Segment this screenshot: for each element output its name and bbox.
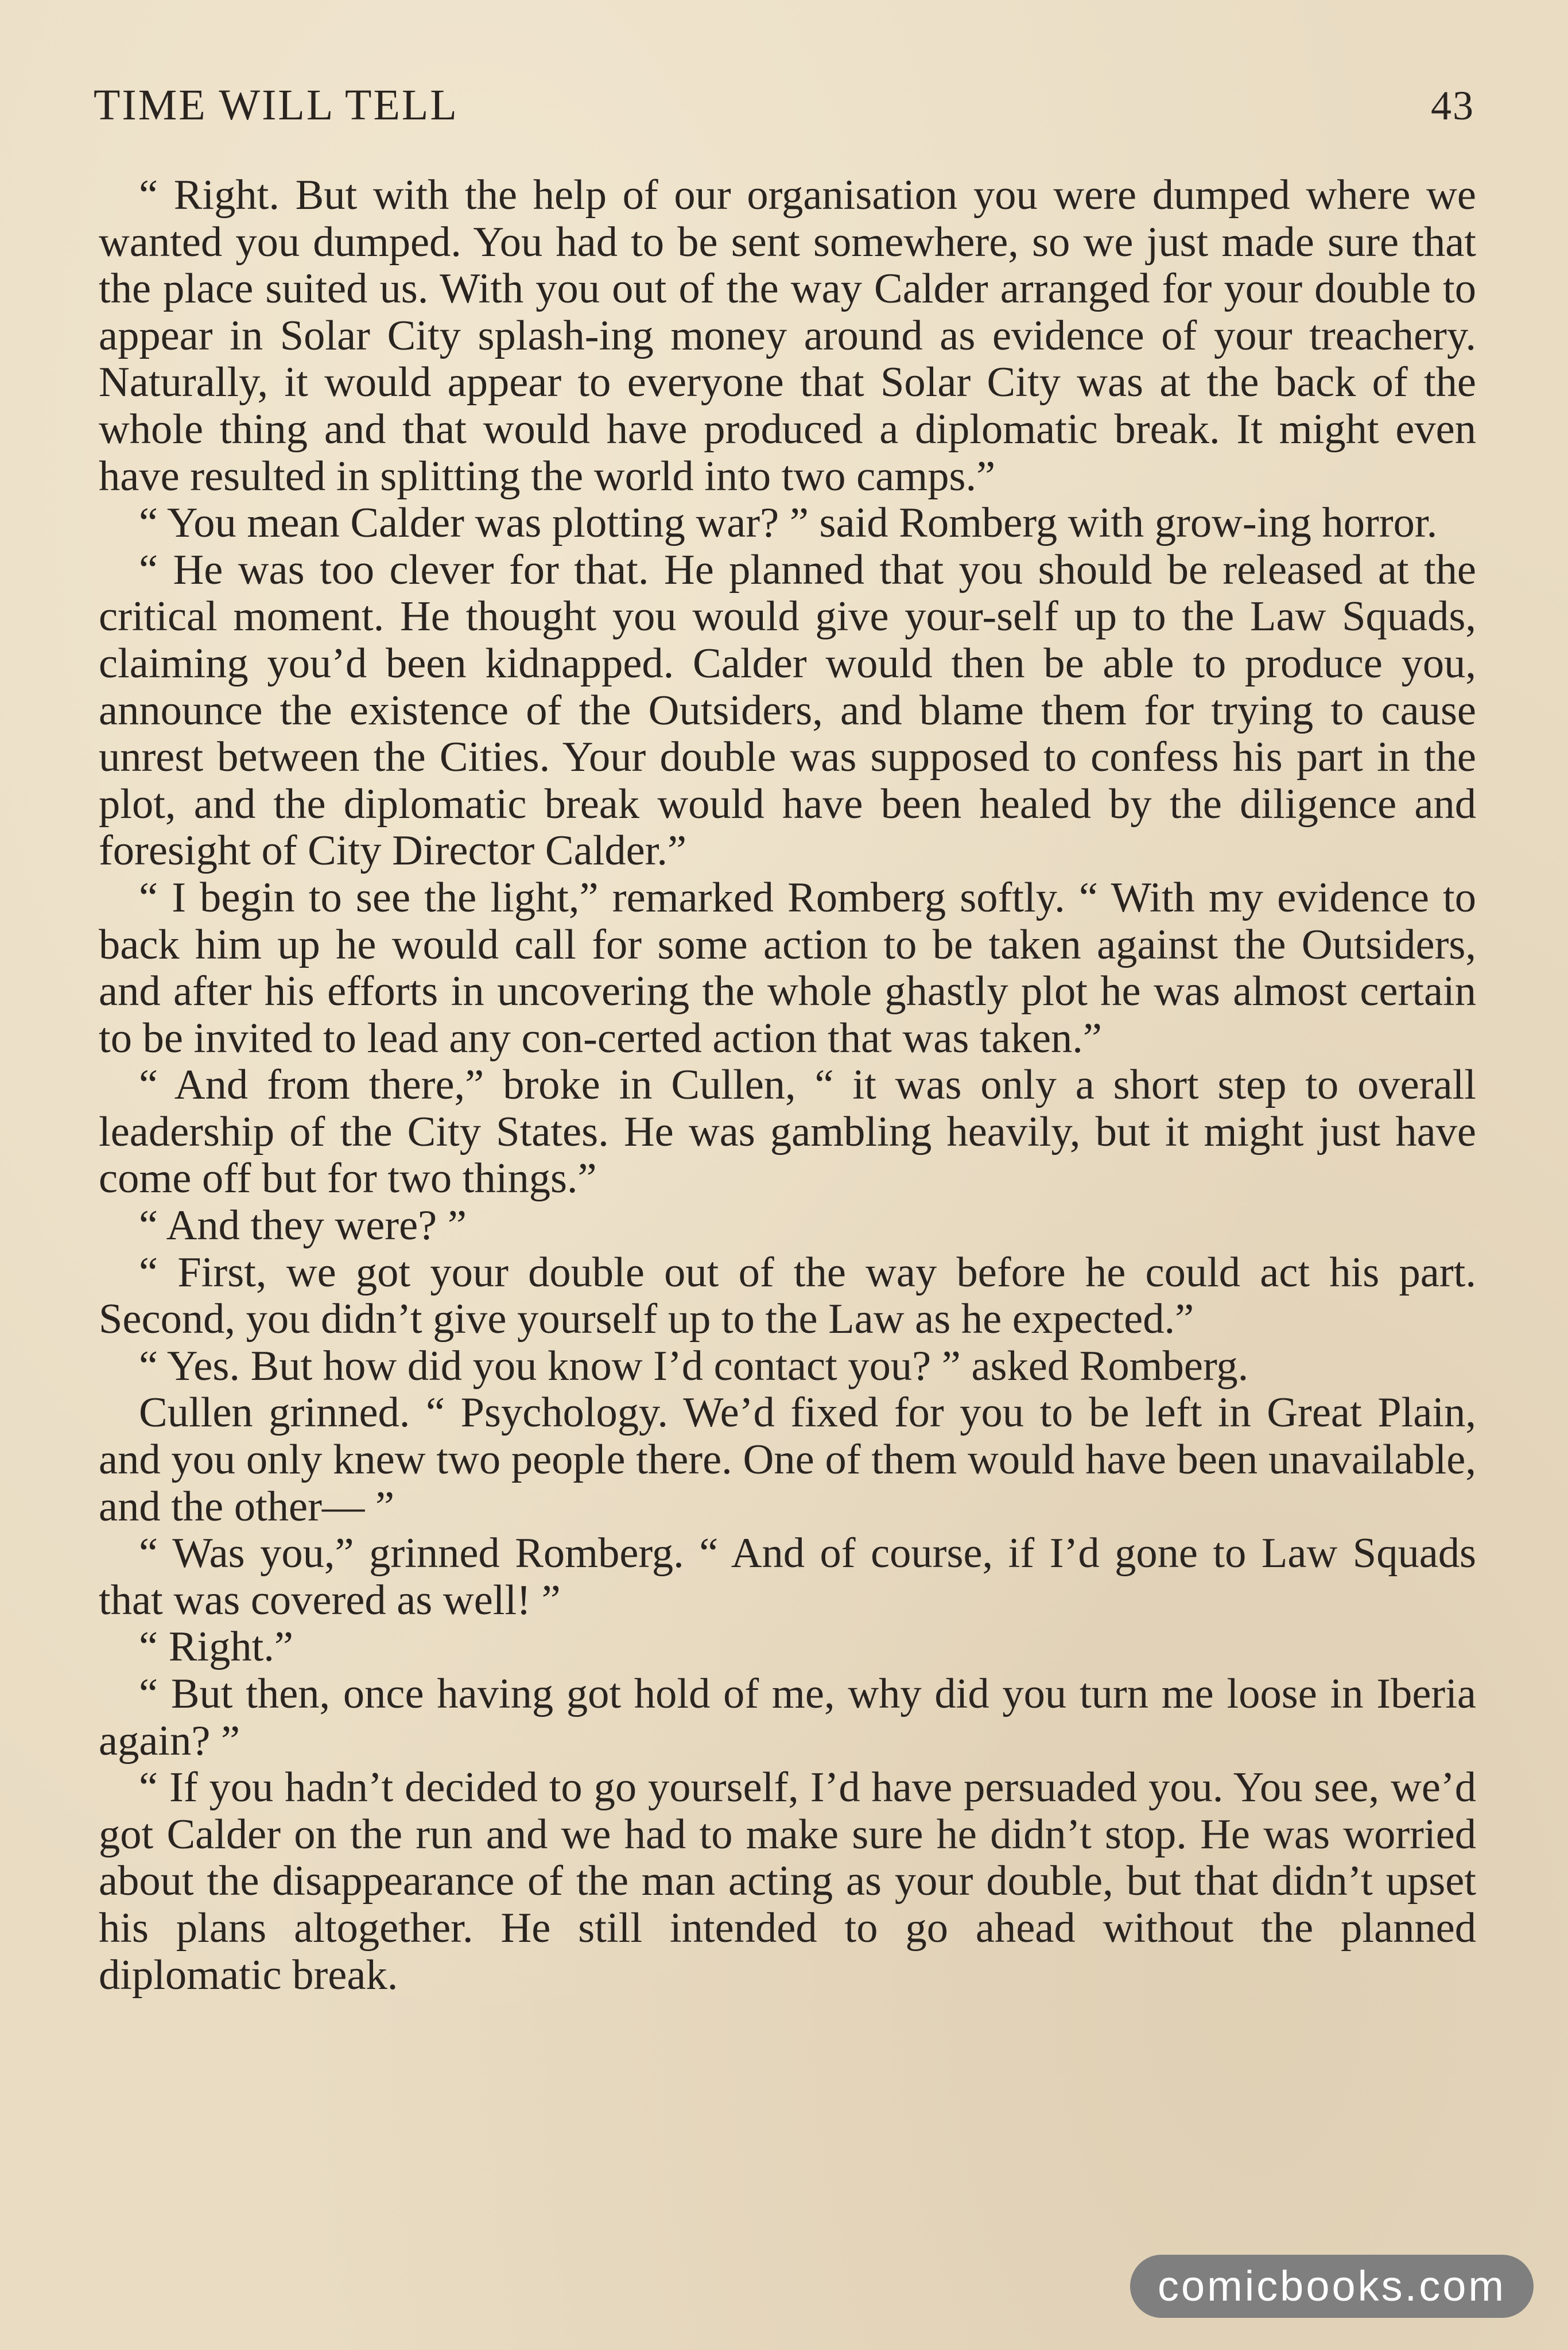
page-number: 43 <box>1431 83 1474 129</box>
paragraph: “ Right. But with the help of our organisation you were dumped where we wanted you dumped. You had to be sent somewhere, so we just made sure that the place suited us. With you out of the way Calder arranged for your double to appear in Solar City splash-ing money around as evidence of your treachery. Naturally, it would appear to everyone that Solar City was at the back of the whole thing and that would have produced a diplomatic break. It might even have resulted in splitting the world into two camps.” <box>99 172 1476 500</box>
paragraph: “ And from there,” broke in Cullen, “ it was only a short step to overall leadership of the City States. He was gambling heavily, but it might just have come off but for two things.” <box>99 1061 1476 1203</box>
paragraph: “ But then, once having got hold of me, why did you turn me loose in Iberia again? ” <box>99 1670 1476 1765</box>
paragraph: “ First, we got your double out of the way before he could act his part. Second, you didn’t give yourself up to the Law as he expected.” <box>99 1248 1476 1343</box>
paragraph: “ Right.” <box>139 1623 293 1671</box>
body-text <box>99 172 1476 1999</box>
paragraph: “ Yes. But how did you know I’d contact you? ” asked Romberg. <box>139 1342 1249 1390</box>
watermark: comicbooks.com <box>1130 2255 1534 2318</box>
paragraph: Cullen grinned. “ Psychology. We’d fixed for you to be left in Great Plain, and you only knew two people there. One of them would have been unavailable, and the other— ” <box>99 1389 1476 1530</box>
paragraph: “ If you hadn’t decided to go yourself, I’d have persuaded you. You see, we’d got Calder on the run and we had to make sure he didn’t stop. He was worried about the disappearance of the man acting as your double, but that didn’t upset his plans altogether. He still intended to go ahead without the planned diplomatic break. <box>99 1764 1476 1999</box>
running-head <box>94 80 1474 144</box>
paragraph: “ He was too clever for that. He planned that you should be released at the critical moment. He thought you would give your-self up to the Law Squads, claiming you’d been kidnapped. Calder would then be able to produce you, announce the existence of the Outsiders, and blame them for trying to cause unrest between the Cities. Your double was supposed to confess his part in the plot, and the diplomatic break would have been healed by the diligence and foresight of City Director Calder.” <box>99 546 1476 875</box>
running-title: TIME WILL TELL <box>94 81 459 129</box>
paragraph: “ And they were? ” <box>139 1202 467 1250</box>
paragraph: “ You mean Calder was plotting war? ” said Romberg with grow-ing horror. <box>139 499 1438 547</box>
paragraph: “ Was you,” grinned Romberg. “ And of course, if I’d gone to Law Squads that was covered as well! ” <box>99 1530 1476 1624</box>
paragraph: “ I begin to see the light,” remarked Romberg softly. “ With my evidence to back him up he would call for some action to be taken against the Outsiders, and after his efforts in uncovering the whole ghastly plot he was almost certain to be invited to lead any con-certed action that was taken.” <box>99 874 1476 1062</box>
